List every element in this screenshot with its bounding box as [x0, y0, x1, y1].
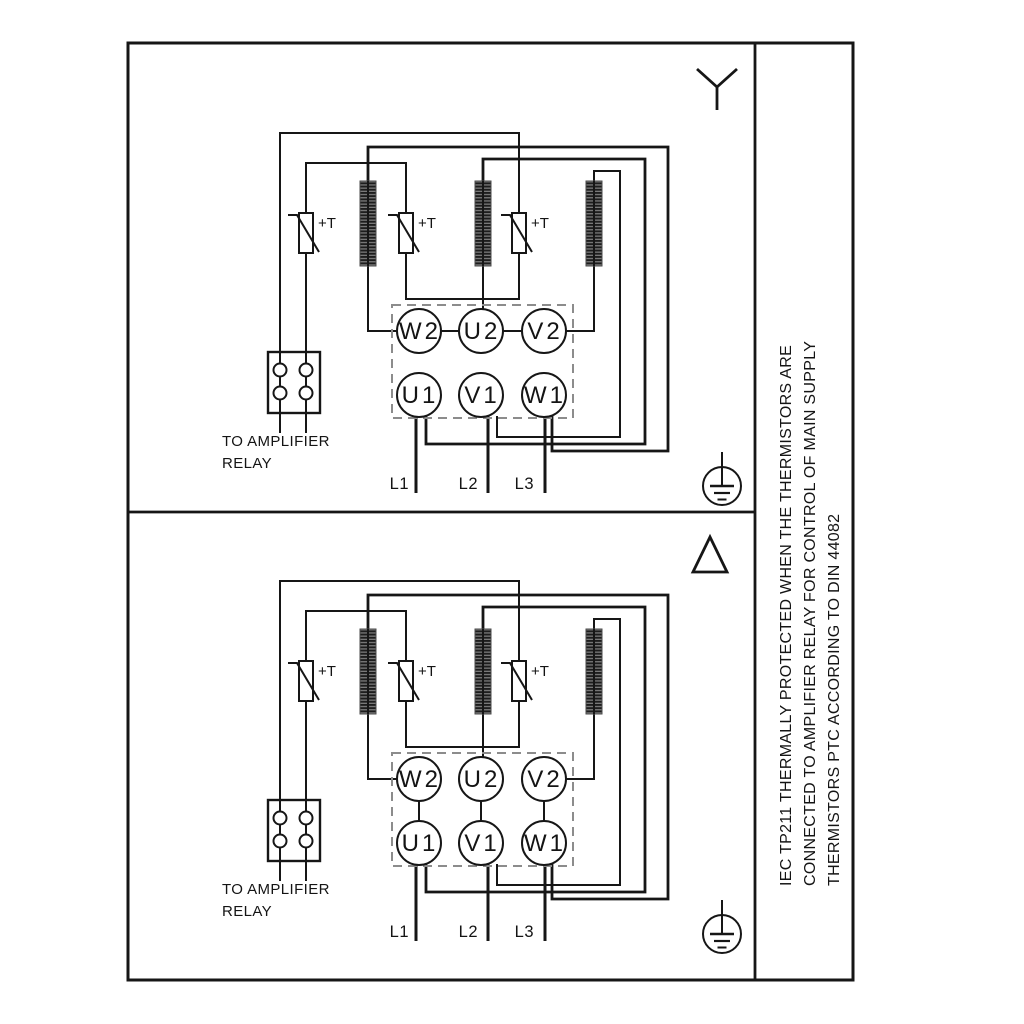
side-note — [778, 341, 843, 886]
side-note-line1: IEC TP211 THERMALLY PROTECTED WHEN THE THERMISTORS ARE — [778, 344, 795, 886]
delta-bridge-links — [419, 801, 544, 821]
side-note-line2: CONNECTED TO AMPLIFIER RELAY FOR CONTROL OF MAIN SUPPLY — [802, 340, 819, 886]
delta-panel — [222, 537, 741, 953]
star-panel — [222, 69, 741, 505]
side-note-line3: THERMISTORS PTC ACCORDING TO DIN 44082 — [826, 513, 843, 886]
star-connection-icon — [697, 69, 737, 110]
delta-connection-icon — [693, 537, 727, 572]
